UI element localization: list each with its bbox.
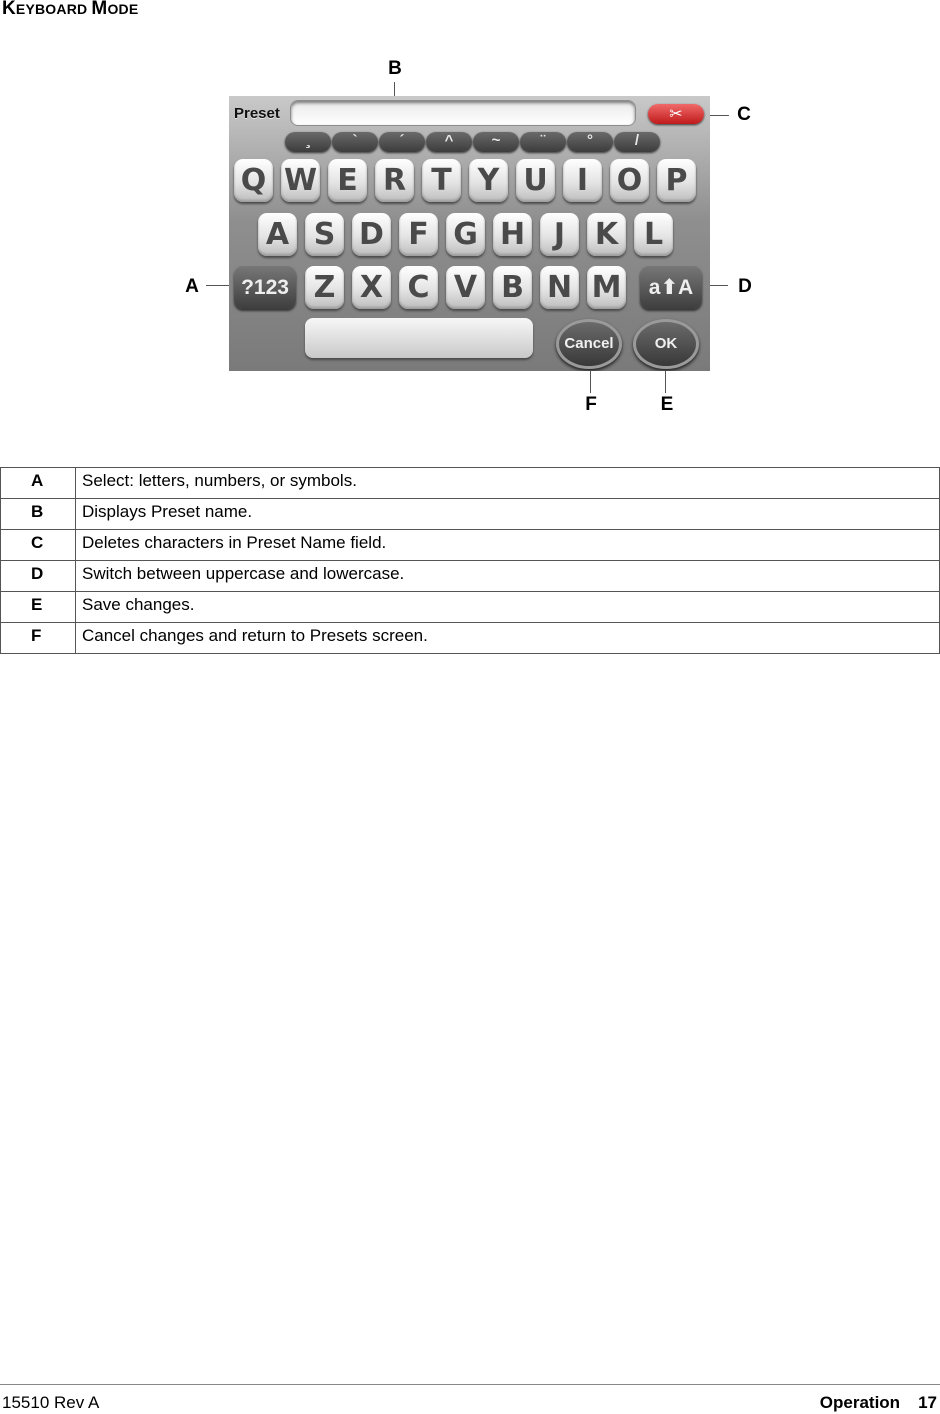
legend-text: Save changes.: [76, 592, 940, 623]
key-e[interactable]: E: [328, 159, 367, 202]
key-t[interactable]: T: [422, 159, 461, 202]
keyboard-figure: [0, 0, 940, 430]
legend-text: Switch between uppercase and lowercase.: [76, 561, 940, 592]
accent-key[interactable]: [285, 132, 331, 152]
key-v[interactable]: V: [446, 266, 485, 309]
legend-text: Deletes characters in Preset Name field.: [76, 530, 940, 561]
key-z[interactable]: Z: [305, 266, 344, 309]
legend-letter: B: [1, 499, 76, 530]
footer-doc-number: 15510 Rev A: [2, 1393, 100, 1412]
callout-d: D: [738, 276, 752, 297]
title-rest-keyboard: EYBOARD: [15, 1, 92, 17]
accent-key[interactable]: `: [332, 132, 378, 152]
key-y[interactable]: Y: [469, 159, 508, 202]
case-toggle-key[interactable]: a⬆A: [640, 266, 702, 309]
legend-text: Cancel changes and return to Presets screen.: [76, 623, 940, 654]
key-o[interactable]: O: [610, 159, 649, 202]
key-g[interactable]: G: [446, 213, 485, 256]
preset-name-field[interactable]: [291, 101, 635, 125]
accent-key[interactable]: °: [567, 132, 613, 152]
table-row: [1, 623, 940, 654]
table-row: [1, 499, 940, 530]
key-k[interactable]: K: [587, 213, 626, 256]
title-initial-m: M: [91, 0, 108, 19]
space-key[interactable]: [305, 318, 533, 358]
legend-text: Displays Preset name.: [76, 499, 940, 530]
key-c[interactable]: C: [399, 266, 438, 309]
key-q[interactable]: Q: [234, 159, 273, 202]
cancel-button[interactable]: Cancel: [556, 319, 622, 369]
key-x[interactable]: X: [352, 266, 391, 309]
key-s[interactable]: S: [305, 213, 344, 256]
key-p[interactable]: P: [657, 159, 696, 202]
key-n[interactable]: N: [540, 266, 579, 309]
leader-f: [590, 368, 591, 393]
table-row: [1, 468, 940, 499]
key-b[interactable]: B: [493, 266, 532, 309]
leader-e: [665, 368, 666, 393]
title-initial-k: K: [2, 0, 16, 19]
key-j[interactable]: J: [540, 213, 579, 256]
legend-letter: D: [1, 561, 76, 592]
key-u[interactable]: U: [516, 159, 555, 202]
clear-button[interactable]: [648, 104, 704, 124]
keyboard-screen: [229, 96, 710, 371]
page-number: 17: [918, 1393, 937, 1412]
footer-divider: [0, 1384, 940, 1385]
accent-key[interactable]: ¨: [520, 132, 566, 152]
callout-c: C: [737, 104, 751, 125]
key-r[interactable]: R: [375, 159, 414, 202]
callout-b: B: [388, 58, 402, 79]
callout-e: E: [660, 394, 674, 415]
table-row: [1, 530, 940, 561]
legend-letter: C: [1, 530, 76, 561]
footer-section: Operation: [819, 1393, 901, 1412]
legend-text: Select: letters, numbers, or symbols.: [76, 468, 940, 499]
table-row: [1, 592, 940, 623]
legend-letter: E: [1, 592, 76, 623]
title-rest-mode: ODE: [107, 1, 139, 17]
accent-key[interactable]: ~: [473, 132, 519, 152]
key-i[interactable]: I: [563, 159, 602, 202]
key-f[interactable]: F: [399, 213, 438, 256]
legend-letter: F: [1, 623, 76, 654]
callout-a: A: [185, 276, 199, 297]
table-row: [1, 561, 940, 592]
key-a[interactable]: A: [258, 213, 297, 256]
accent-key[interactable]: /: [614, 132, 660, 152]
legend-letter: A: [1, 468, 76, 499]
ok-button[interactable]: OK: [633, 319, 699, 369]
key-w[interactable]: W: [281, 159, 320, 202]
accent-key[interactable]: ^: [426, 132, 472, 152]
key-d[interactable]: D: [352, 213, 391, 256]
symbols-key[interactable]: ?123: [234, 266, 296, 309]
legend-table: [0, 467, 940, 654]
footer-section-page: [820, 1393, 937, 1413]
key-h[interactable]: H: [493, 213, 532, 256]
accent-key[interactable]: ´: [379, 132, 425, 152]
callout-f: F: [585, 394, 597, 415]
scissors-icon: ✂: [669, 106, 683, 123]
key-m[interactable]: M: [587, 266, 626, 309]
preset-label: Preset: [234, 105, 280, 122]
key-l[interactable]: L: [634, 213, 673, 256]
